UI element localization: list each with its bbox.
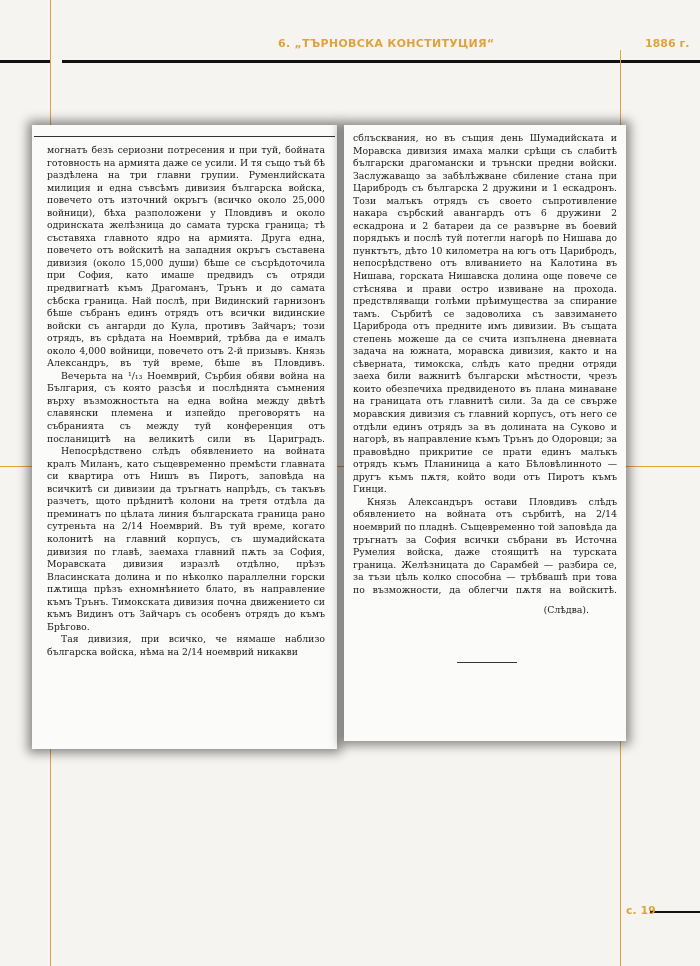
- page-number-rule: [650, 911, 700, 913]
- header-rule-left: [0, 60, 50, 63]
- right-paragraph-1: сблъсквания, но въ същия день Шумадийската и Моравска дивизия имаха малки срѣщи съ слабитѣ български драгомански и трънски предни войски. Заслужаващо за забѣлѣжване сбиление стана при Царибродъ съ българска 2 дружини и 1 ескадронъ. Този малъкъ отрядъ съ своето съпротивление накара сърбский авангардъ отъ 6 дружини 2 ескадрона и 2 батареи да се развърне въ боевий порядъкъ и послѣ туй потегли нагорѣ по Нишава до пунктътъ, дѣто 10 километра на югъ отъ Царибродъ, непосрѣдствено отъ вливанието на Калотина въ Нишава, горската Нишавска долина още повече се стѣснява и прави остро извиване на прохода. предствляващи голѣми прѣимущества за спирание тамъ. Сърбитѣ се задоволиха съ завзимането Цариброда отъ предните имъ дивизии. Въ същата степень можеше да се счита изпълнена дневната задача на южната, моравска дивизия, както и на сѣверната, тимокска, слѣдъ като предни отряди заеха били важнитѣ български мѣстности, чрезъ които обезпечиха предвиденото въ плана минаване на границата отъ главнитѣ сили. За да се свърже моравския дивизия съ главний корпусъ, отъ него се отдѣли единъ отрядъ за въ долината на Суково и нагорѣ, въ направление къмъ Трънъ до Одоровци; за правовѣдно прикритие се прати единъ малъкъ отрядъ къмъ Планиница а като Бѣловѣлинното — другъ къмъ пѫтя, който води отъ Пиротъ къмъ Гинци.: [353, 133, 617, 496]
- end-rule: [457, 662, 517, 663]
- left-paragraph-3: Непосрѣдствено слѣдъ обявлението на войната кралъ Миланъ, като същевременно премѣсти главната си квартира отъ Нишъ въ Пиротъ, заповѣда на всичкитѣ си дивизии да тръгнатъ напрѣдъ, съ такъвъ разчетъ, щото прѣднитѣ колони на третя отдѣла да преминатъ по цѣлата линия българската граница рано сутреньта на 2/14 Ноемврий. Въ туй време, когато колонитѣ на главний корпусъ, съ шумадийската дивизия по главѣ, заемаха главний пѫть за София, Моравската дивизия изразлѣ отдѣлно, прѣзъ Власинската долина и по нѣколко параллелни горски пѫтища прѣзъ ехномнѣнието блато, въ направление къмъ Трънъ. Тимокската дивизия почна движението си къмъ Видинъ отъ Зайчаръ съ особенъ отрядъ до къмъ Брѣгово.: [47, 446, 325, 633]
- right-paragraph-2: Князь Александъръ остави Пловдивъ слѣдъ обявлението на войната отъ сърбитѣ, на 2/14 ноемврий по пладнѣ. Същевременно той заповѣда да тръгнатъ за София всички събрани въ Источна Румелия войска, даже стоящитѣ на турската граница. Желѣзницата до Сарамбей — разбира се, за тъзи цѣль колко способна — трѣбвашѣ при това по възможности, да облегчи пѫтя на войскитѣ.: [353, 496, 617, 596]
- page-number: с. 19: [626, 904, 656, 917]
- left-column-text: [47, 145, 325, 659]
- to-be-continued: (Слѣдва).: [543, 605, 589, 617]
- right-column-text: [353, 133, 617, 618]
- left-paragraph-1: могнатъ безъ сериозни потресения и при туй, бойната готовность на армията даже се усили. И тя също тъй бѣ раздѣлена на три главни групии. Руменлийската милиция и една съвсѣмъ дивизия българска войска, повечето отъ източний окръгъ (всичко около 25,000 войници), бѣха разположени у Пловдивъ и около одринската желѣзница до самата турска граница; тѣ съставяха главното ядро на армията. Друга една, повечето отъ войскитѣ на западния окръгъ съставена дивизия (около 15,000 души) бѣше се съсрѣдоточила при София, като имаше предвидъ съ отряди предвигнатѣ къмъ Драгоманъ, Трънъ и до самата сѣбска граница. Най послѣ, при Видинский гарнизонъ бѣше събранъ единъ отрядъ отъ всички видинские войски съ ангарди до Кула, противъ Зайчаръ; този отрядъ, въ срѣдата на Ноемврий, трѣбва да е ималъ около 4,000 войници, повечето отъ 2-й призывъ. Князь Александръ, въ туй време, бѣше въ Пловдивъ.: [47, 145, 325, 370]
- scan-left-column: [32, 125, 337, 749]
- left-paragraph-4: Тая дивизия, при всичко, че нямаше наблизо българска войска, нѣма на 2/14 ноемврий никакви: [47, 634, 325, 658]
- header-rule-right: [62, 60, 700, 63]
- scan-top-rule: [34, 136, 335, 137]
- chapter-title: 6. „ТЪРНОВСКА КОНСТИТУЦИЯ“: [278, 37, 495, 50]
- left-paragraph-2: Вечерьта на ¹/₁₃ Ноемврий, Сърбия обяви война на България, съ която разсѣя и послѣднята съмнения върху възможностьта на една война между двѣтѣ славянски племена и изпейдо преговорятъ на събранията съ между туй конференция отъ посланицитѣ на великитѣ сили въ Цариградъ.: [47, 370, 325, 445]
- scan-right-column: [344, 125, 626, 741]
- header-year: 1886 г.: [645, 37, 690, 50]
